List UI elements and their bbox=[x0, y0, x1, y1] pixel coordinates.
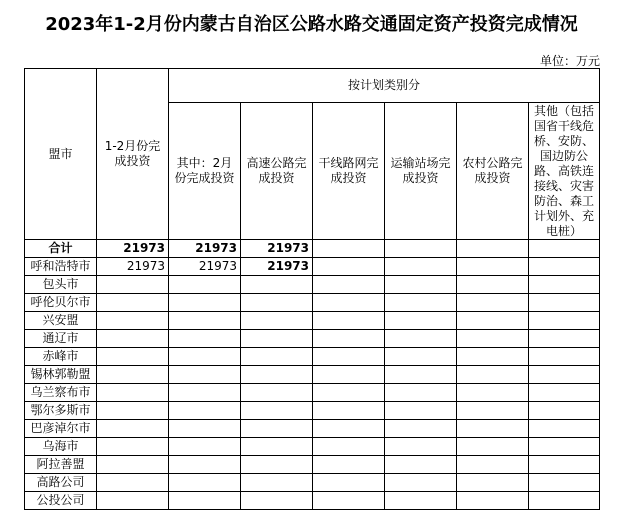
row-name: 乌海市 bbox=[25, 438, 97, 456]
cell-trunk bbox=[313, 366, 385, 384]
row-name: 呼伦贝尔市 bbox=[25, 294, 97, 312]
table-row bbox=[25, 330, 600, 348]
cell-ytd bbox=[97, 456, 169, 474]
cell-ytd bbox=[97, 492, 169, 510]
cell-rural bbox=[457, 330, 529, 348]
cell-rural bbox=[457, 474, 529, 492]
row-name: 乌兰察布市 bbox=[25, 384, 97, 402]
cell-ytd bbox=[97, 402, 169, 420]
row-name: 赤峰市 bbox=[25, 348, 97, 366]
row-name: 巴彦淖尔市 bbox=[25, 420, 97, 438]
cell-other bbox=[529, 474, 600, 492]
table-row bbox=[25, 492, 600, 510]
cell-other bbox=[529, 330, 600, 348]
cell-station bbox=[385, 312, 457, 330]
cell-trunk bbox=[313, 420, 385, 438]
cell-feb bbox=[169, 402, 241, 420]
row-name: 合计 bbox=[25, 240, 97, 258]
cell-trunk bbox=[313, 492, 385, 510]
cell-ytd bbox=[97, 420, 169, 438]
cell-feb: 21973 bbox=[169, 258, 241, 276]
cell-trunk bbox=[313, 402, 385, 420]
cell-highway bbox=[241, 276, 313, 294]
cell-feb bbox=[169, 366, 241, 384]
cell-rural bbox=[457, 240, 529, 258]
header-trunk-text: 干线路网完成投资 bbox=[318, 156, 379, 185]
header-ytd bbox=[97, 69, 169, 240]
cell-trunk bbox=[313, 276, 385, 294]
table-row bbox=[25, 276, 600, 294]
cell-rural bbox=[457, 438, 529, 456]
cell-highway bbox=[241, 474, 313, 492]
cell-ytd bbox=[97, 312, 169, 330]
table-row bbox=[25, 312, 600, 330]
cell-ytd bbox=[97, 438, 169, 456]
cell-other bbox=[529, 294, 600, 312]
cell-station bbox=[385, 366, 457, 384]
cell-highway bbox=[241, 366, 313, 384]
header-group: 按计划类别分 bbox=[169, 69, 600, 103]
cell-ytd bbox=[97, 366, 169, 384]
cell-rural bbox=[457, 492, 529, 510]
header-feb bbox=[169, 103, 241, 240]
table-row bbox=[25, 294, 600, 312]
row-name: 锡林郭勒盟 bbox=[25, 366, 97, 384]
cell-station bbox=[385, 474, 457, 492]
header-other-text: 其他（包括国省干线危桥、安防、国边防公路、高铁连接线、灾害防治、森工计划外、充电桩） bbox=[534, 103, 595, 238]
cell-trunk bbox=[313, 240, 385, 258]
cell-other bbox=[529, 492, 600, 510]
cell-trunk bbox=[313, 312, 385, 330]
table-row bbox=[25, 348, 600, 366]
cell-feb bbox=[169, 276, 241, 294]
cell-highway bbox=[241, 420, 313, 438]
cell-highway bbox=[241, 384, 313, 402]
cell-trunk bbox=[313, 384, 385, 402]
cell-feb bbox=[169, 456, 241, 474]
cell-feb bbox=[169, 474, 241, 492]
cell-highway bbox=[241, 294, 313, 312]
cell-station bbox=[385, 402, 457, 420]
cell-station bbox=[385, 258, 457, 276]
cell-highway bbox=[241, 492, 313, 510]
header-station-text: 运输站场完成投资 bbox=[390, 156, 451, 185]
cell-other bbox=[529, 438, 600, 456]
cell-feb bbox=[169, 420, 241, 438]
cell-trunk bbox=[313, 438, 385, 456]
row-name: 通辽市 bbox=[25, 330, 97, 348]
cell-trunk bbox=[313, 456, 385, 474]
cell-highway bbox=[241, 330, 313, 348]
cell-highway bbox=[241, 438, 313, 456]
cell-ytd bbox=[97, 348, 169, 366]
cell-station bbox=[385, 438, 457, 456]
cell-other bbox=[529, 312, 600, 330]
row-name: 兴安盟 bbox=[25, 312, 97, 330]
cell-station bbox=[385, 330, 457, 348]
cell-highway bbox=[241, 456, 313, 474]
cell-trunk bbox=[313, 474, 385, 492]
header-other bbox=[529, 103, 600, 240]
cell-highway bbox=[241, 312, 313, 330]
header-rural bbox=[457, 103, 529, 240]
cell-rural bbox=[457, 294, 529, 312]
header-station bbox=[385, 103, 457, 240]
investment-table bbox=[24, 68, 600, 510]
cell-rural bbox=[457, 420, 529, 438]
cell-rural bbox=[457, 456, 529, 474]
cell-rural bbox=[457, 258, 529, 276]
header-league-city: 盟市 bbox=[25, 69, 97, 240]
cell-other bbox=[529, 240, 600, 258]
cell-trunk bbox=[313, 294, 385, 312]
header-highway bbox=[241, 103, 313, 240]
cell-other bbox=[529, 348, 600, 366]
cell-ytd bbox=[97, 330, 169, 348]
row-name: 高路公司 bbox=[25, 474, 97, 492]
cell-highway bbox=[241, 348, 313, 366]
header-ytd-text: 1-2月份完成投资 bbox=[104, 139, 161, 168]
row-name: 公投公司 bbox=[25, 492, 97, 510]
header-rural-text: 农村公路完成投资 bbox=[462, 156, 523, 185]
table-row bbox=[25, 438, 600, 456]
cell-ytd bbox=[97, 474, 169, 492]
cell-rural bbox=[457, 276, 529, 294]
row-name: 阿拉善盟 bbox=[25, 456, 97, 474]
cell-station bbox=[385, 492, 457, 510]
table-row bbox=[25, 258, 600, 276]
table-row-total bbox=[25, 240, 600, 258]
cell-ytd: 21973 bbox=[97, 240, 169, 258]
cell-trunk bbox=[313, 348, 385, 366]
cell-other bbox=[529, 456, 600, 474]
cell-feb bbox=[169, 438, 241, 456]
cell-station bbox=[385, 276, 457, 294]
cell-station bbox=[385, 240, 457, 258]
header-trunk bbox=[313, 103, 385, 240]
cell-ytd bbox=[97, 294, 169, 312]
cell-station bbox=[385, 456, 457, 474]
cell-feb bbox=[169, 330, 241, 348]
cell-highway: 21973 bbox=[241, 258, 313, 276]
cell-station bbox=[385, 420, 457, 438]
header-highway-text: 高速公路完成投资 bbox=[246, 156, 307, 185]
cell-feb bbox=[169, 348, 241, 366]
cell-highway bbox=[241, 402, 313, 420]
cell-rural bbox=[457, 312, 529, 330]
cell-station bbox=[385, 384, 457, 402]
cell-rural bbox=[457, 384, 529, 402]
cell-trunk bbox=[313, 258, 385, 276]
cell-feb: 21973 bbox=[169, 240, 241, 258]
table-row bbox=[25, 384, 600, 402]
cell-other bbox=[529, 258, 600, 276]
cell-feb bbox=[169, 312, 241, 330]
cell-rural bbox=[457, 366, 529, 384]
table-row bbox=[25, 402, 600, 420]
row-name: 包头市 bbox=[25, 276, 97, 294]
cell-station bbox=[385, 348, 457, 366]
cell-other bbox=[529, 402, 600, 420]
cell-trunk bbox=[313, 330, 385, 348]
cell-feb bbox=[169, 492, 241, 510]
cell-highway: 21973 bbox=[241, 240, 313, 258]
header-feb-text: 其中：2月份完成投资 bbox=[174, 156, 235, 185]
table-row bbox=[25, 420, 600, 438]
cell-other bbox=[529, 366, 600, 384]
row-name: 鄂尔多斯市 bbox=[25, 402, 97, 420]
table-row bbox=[25, 366, 600, 384]
cell-feb bbox=[169, 384, 241, 402]
cell-other bbox=[529, 384, 600, 402]
cell-ytd bbox=[97, 276, 169, 294]
cell-ytd bbox=[97, 384, 169, 402]
row-name: 呼和浩特市 bbox=[25, 258, 97, 276]
page-title: 2023年1-2月份内蒙古自治区公路水路交通固定资产投资完成情况 bbox=[45, 14, 578, 35]
cell-feb bbox=[169, 294, 241, 312]
cell-other bbox=[529, 276, 600, 294]
table-row bbox=[25, 474, 600, 492]
cell-other bbox=[529, 420, 600, 438]
cell-ytd: 21973 bbox=[97, 258, 169, 276]
cell-station bbox=[385, 294, 457, 312]
unit-label: 单位：万元 bbox=[539, 54, 600, 68]
table-row bbox=[25, 456, 600, 474]
cell-rural bbox=[457, 402, 529, 420]
cell-rural bbox=[457, 348, 529, 366]
